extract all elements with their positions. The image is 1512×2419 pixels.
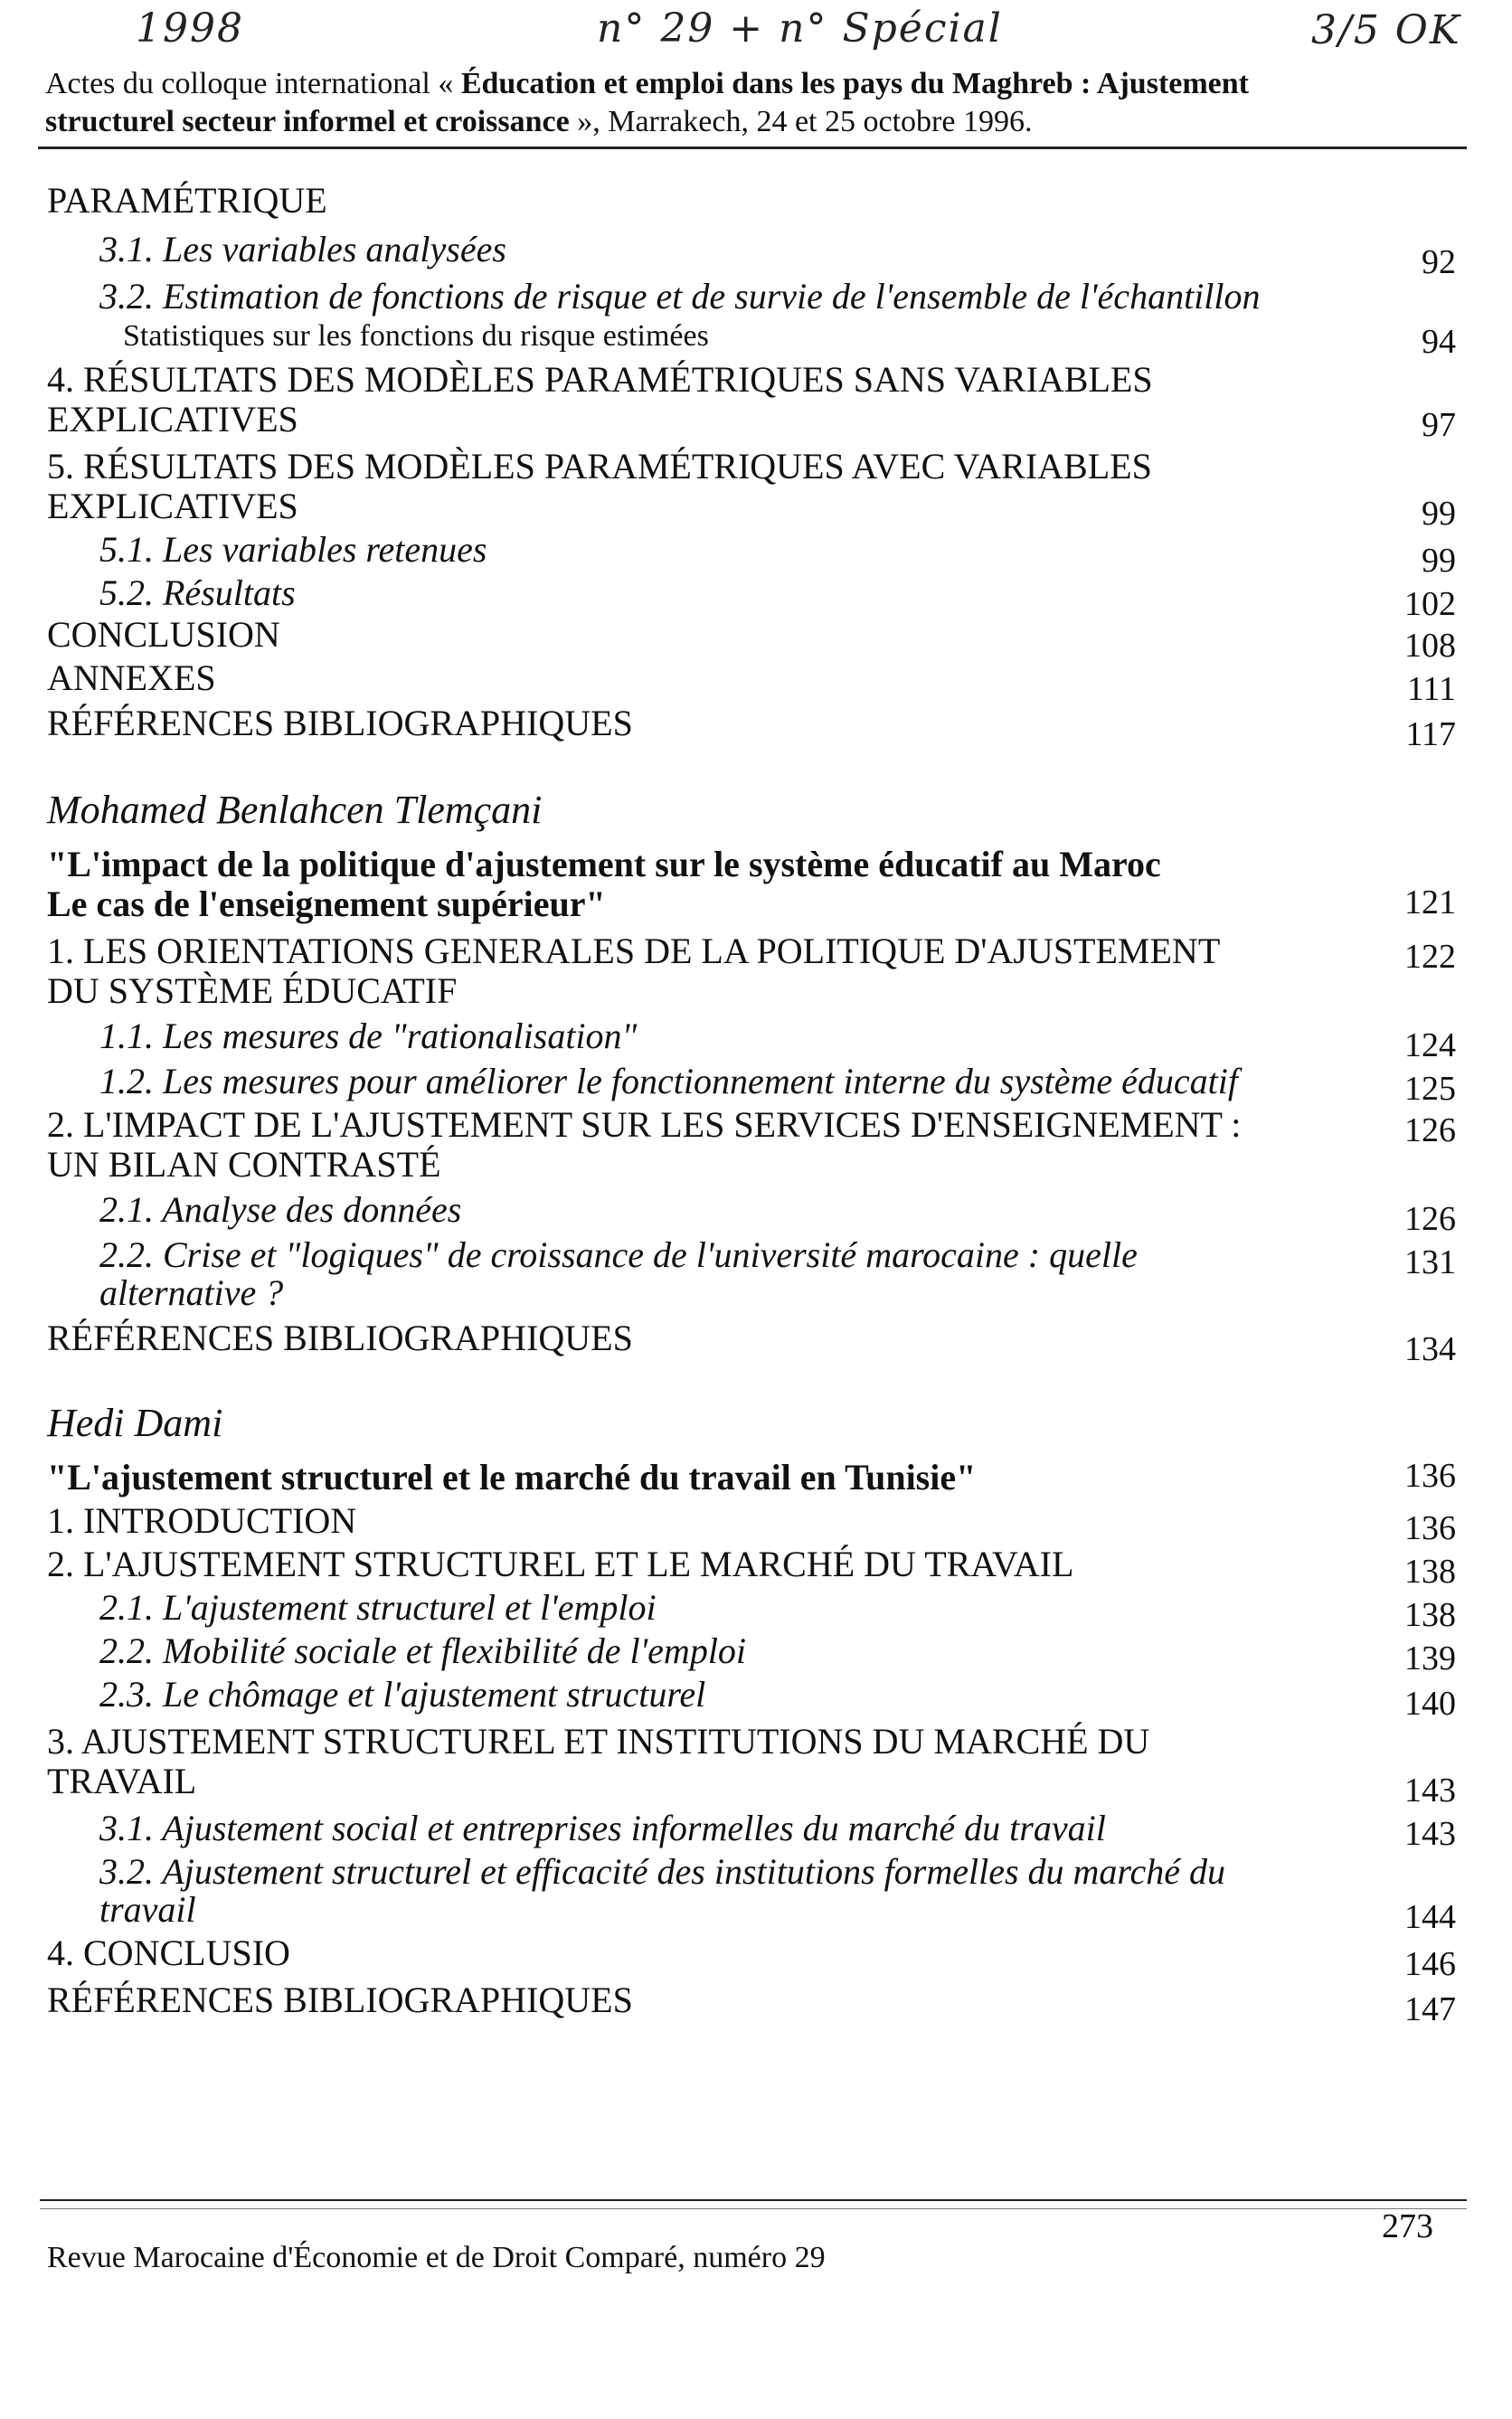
- page-number: 273: [1382, 2207, 1433, 2245]
- handwritten-status: 3/5 OK: [1311, 7, 1461, 53]
- journal-footer: Revue Marocaine d'Économie et de Droit Comparé, numéro 29: [47, 2241, 826, 2274]
- handwritten-issue: n° 29 + n° Spécial: [597, 5, 1003, 52]
- header-title-1: Éducation et emploi dans les pays du Maghreb : Ajustement: [460, 67, 1249, 100]
- handwritten-year: 1998: [136, 5, 244, 52]
- footer-rule-thin: [40, 2208, 1467, 2209]
- table-of-contents: PARAMÉTRIQUE 3.1. Les variables analysées 92 3.2. Estimation de fonctions de risque et de survie de l'ensemble de l'échantillon Statistiques sur les fonctions du risque estimées 94 4. RÉSULTATS DES MODÈLES PARAMÉTRIQUES SANS VARIABLES EXPLICATIVES 97 5. RÉSULTATS DES MODÈLES PARAMÉTRIQUES AVEC VARIABLES EXPLICATIVES 99 5.1. Les variables retenues 99 5.2. Résultats 102 CONCLUSION 108 ANNEXES 111 RÉFÉRENCES BIBLIOGRAPHIQUES 117 Mohamed Benlahcen Tlemçani "L'impact de la politique d'ajustement sur le système éducatif au Maroc Le cas de l'enseignement supérieur" 121 1. LES ORIENTATIONS GENERALES DE LA POLITIQUE D'AJUSTEMENT DU SYSTÈME ÉDUCATIF 122 1.1. Les mesures de "rationalisation" 124 1.2. Les mesures pour améliorer le fonctionnement interne du système éducatif 125 2. L'IMPACT DE L'AJUSTEMENT SUR LES SERVICES D'ENSEIGNEMENT : UN BILAN CONTRASTÉ 126 2.1. Analyse des données 126 2.2. Crise et "logiques" de croissance de l'université marocaine : quelle alternative ? 131 RÉFÉRENCES BIBLIOGRAPHIQUES 134 Hedi Dami "L'ajustement structurel et le marché du travail en Tunisie" 136 1. INTRODUCTION 136 2. L'AJUSTEMENT STRUCTUREL ET LE MARCHÉ DU TRAVAIL 138 2.1. L'ajustement structurel et l'emploi 138 2.2. Mobilité sociale et flexibilité de l'emploi 139 2.3. Le chômage et l'ajustement structurel 140 3. AJUSTEMENT STRUCTUREL ET INSTITUTIONS DU MARCHÉ DU TRAVAIL 143 3.1. Ajustement social et entreprises informelles du marché du travail 143 3.2. Ajustement structurel et efficacité des institutions formelles du marché du travail 144 4. CONCLUSIO 146 RÉFÉRENCES BIBLIOGRAPHIQUES 147: [47, 180, 1456, 2028]
- header-title-2: structurel secteur informel et croissance: [45, 105, 570, 138]
- header-post: », Marrakech, 24 et 25 octobre 1996.: [569, 105, 1033, 138]
- header-pre: Actes du colloque international «: [45, 67, 461, 100]
- footer-rule: [40, 2199, 1467, 2201]
